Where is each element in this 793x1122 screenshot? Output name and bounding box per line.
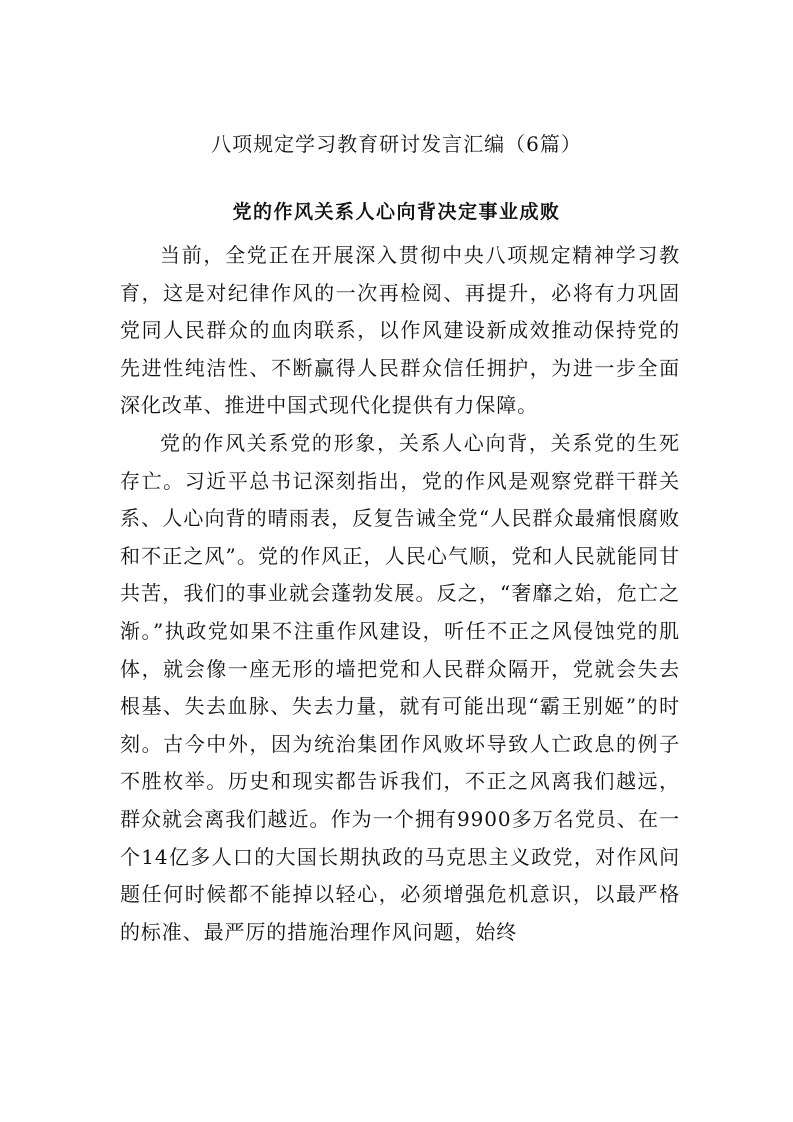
document-title: 八项规定学习教育研讨发言汇编（6篇） — [211, 132, 582, 156]
paragraph-1: 当前，全党正在开展深入贯彻中央八项规定精神学习教育，这是对纪律作风的一次再检阅、再提升，必将有力巩固党同人民群众的血肉联系，以作风建设新成效推动保持党的先进性纯洁性、不断赢得人民群众信任拥护，为进一步全面深化改革、推进中国式现代化提供有力保障。 — [120, 243, 680, 418]
document-body — [120, 237, 680, 951]
paragraph-2: 党的作风关系党的形象，关系人心向背，关系党的生死存亡。习近平总书记深刻指出，党的作风是观察党群干群关系、人心向背的晴雨表，反复告诫全党“人民群众最痛恨腐败和不正之风”。党的作风正，人民心气顺，党和人民就能同甘共苦，我们的事业就会蓬勃发展。反之，“奢靡之始，危亡之渐。”执政党如果不注重作风建设，听任不正之风侵蚀党的肌体，就会像一座无形的墙把党和人民群众隔开，党就会失去根基、失去血脉、失去力量，就有可能出现“霸王别姬”的时刻。古今中外，因为统治集团作风败坏导致人亡政息的例子不胜枚举。历史和现实都告诉我们，不正之风离我们越远，群众就会离我们越近。作为一个拥有9900多万名党员、在一个14亿多人口的大国长期执政的马克思主义政党，对作风问题任何时候都不能掉以轻心，必须增强危机意识，以最严格的标准、最严厉的措施治理作风问题，始终 — [120, 430, 680, 944]
section-title: 党的作风关系人心向背决定事业成败 — [232, 201, 561, 223]
